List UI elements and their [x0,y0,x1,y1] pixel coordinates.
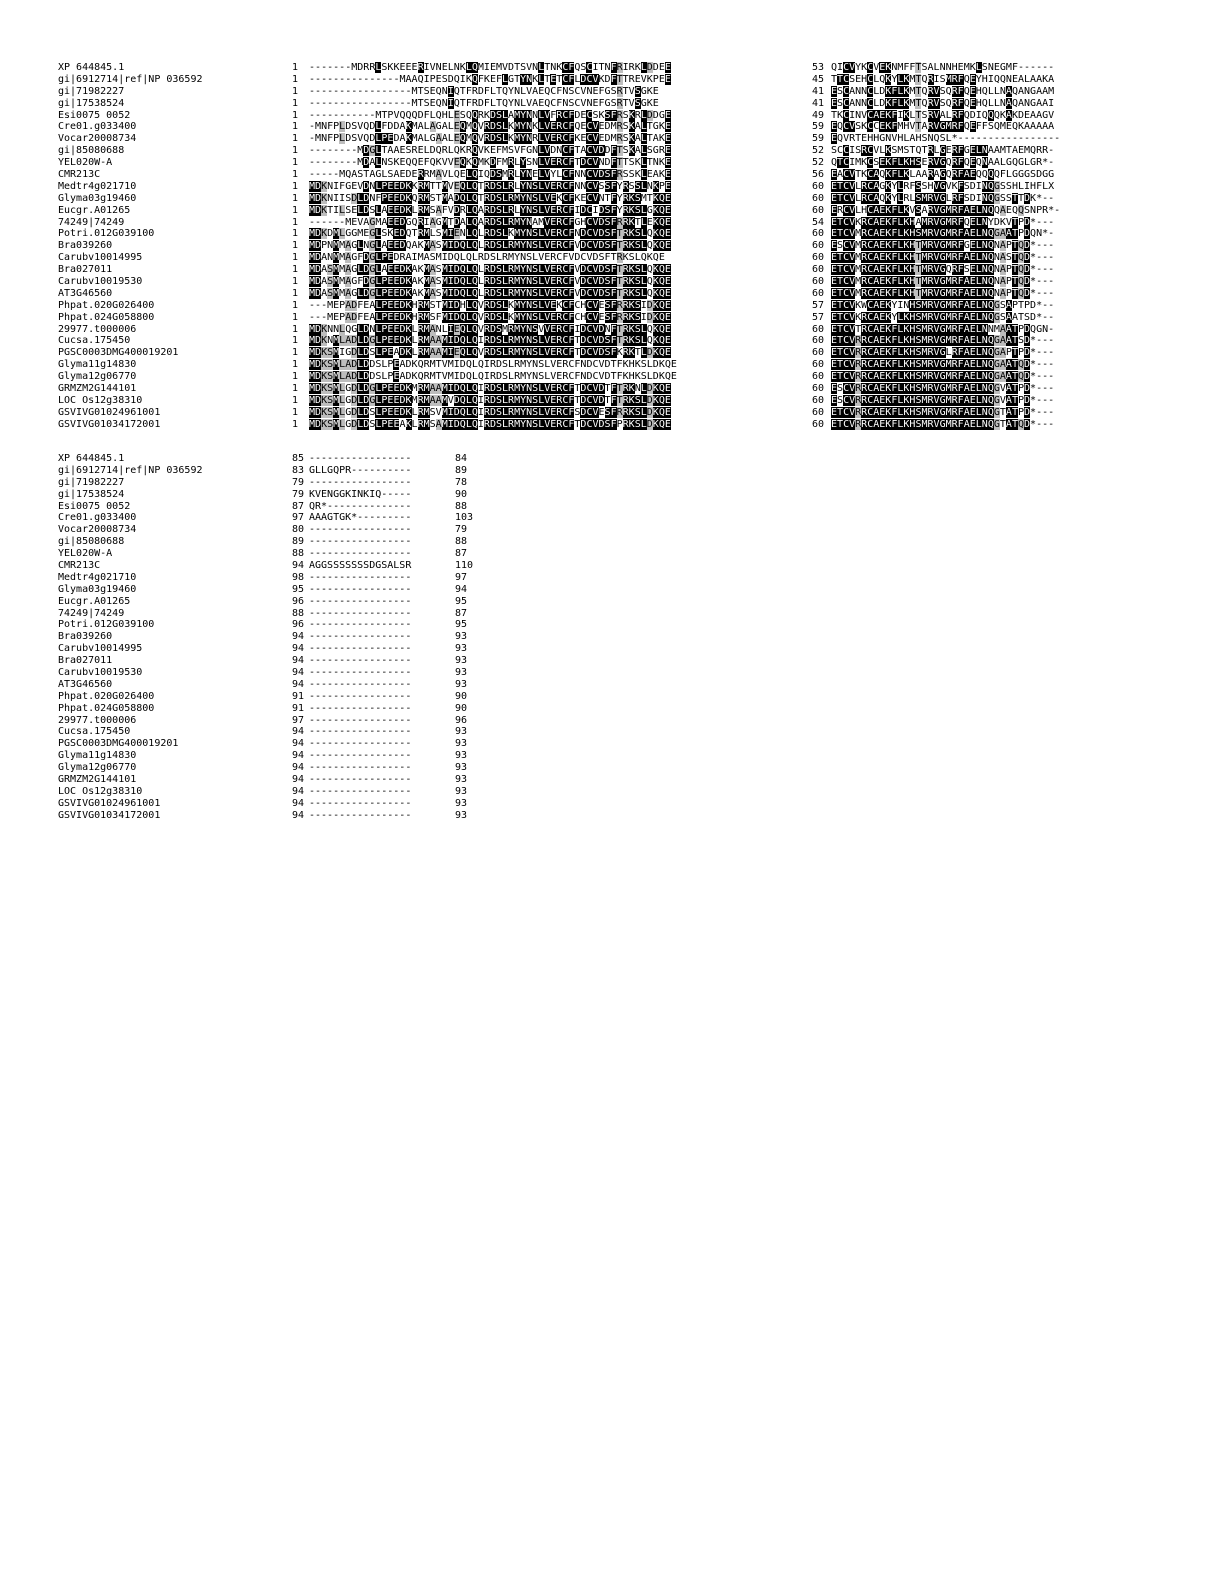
sequence-segment: ---MEPADFEALPEEDKHRMSTMIDHLQVRDSLKMYNSLVEKCFCHCVESFRRKSIDKQE [309,299,671,311]
sequence-name: Glyma03g19460 [58,583,137,595]
start-position: 59 [812,121,825,133]
sequence-name: Carubv10014995 [58,252,143,264]
start-position: 1 [292,73,299,85]
start-position: 89 [292,536,305,548]
sequence-name: GSVIVG01034172001 [58,418,161,430]
start-position: 1 [292,287,299,299]
sequence-segment: ETCVLRCAGKYLRFSSHVGVKFSDINQGSSHLIHFLX [831,180,1055,192]
sequence-name: Bra027011 [58,655,113,667]
sequence-name: LOC Os12g38310 [58,785,143,797]
sequence-segment: ETCVRRCAEKFLKHSMRVGMRFAELNQGAATQD*--- [831,359,1055,371]
start-position: 88 [292,548,305,560]
sequence-name: Phpat.020G026400 [58,299,155,311]
sequence-segment: EQVRTEHHGNVHLAHSNQSL*----------------- [831,133,1061,145]
sequence-name: gi|85080688 [58,145,125,157]
sequence-segment: ----------------- [309,774,412,786]
sequence-segment: QR*-------------- [309,500,412,512]
sequence-segment: ------MEVAGMAEEDGQRIAGMTDALQARDSLRMYNAMVERCFGHCVDSFRRKTLEKQE [309,216,671,228]
sequence-segment: ----------------- [309,667,412,679]
start-position: 94 [292,643,305,655]
sequence-name: Carubv10014995 [58,643,143,655]
start-position: 52 [812,145,825,157]
sequence-segment: MDANMMAGFDGLPEDRAIMASMIDQLQLRDSLRMYNSLVERCFVDCVDSFTRKSLQKQE [309,252,665,264]
end-position: 93 [455,762,468,774]
sequence-segment: TKCINVCAEKFIKLTSRVALRFQDIQQQKAKDEAAGV [831,109,1055,121]
sequence-segment: MDKSMLADLDDSLPEADKQRMTVMIDQLQIRDSLRMYNSLVERCFNDCVDTFKHKSLDKQE [309,371,677,383]
sequence-segment: ESCVRRCAEKFLKHSMRVGMRFAELNQGVATPD*--- [831,383,1055,395]
sequence-segment: KVENGGKINKIQ----- [309,488,412,500]
start-position: 94 [292,809,305,821]
start-position: 60 [812,394,825,406]
sequence-name: Cre01.g033400 [58,121,137,133]
sequence-segment: MDKSMLGDLDSLPEEAKLRMSAMIDQLQIRDSLRMYNSLVERCFTDCVDSFPRKSLDKQE [309,418,671,430]
start-position: 60 [812,359,825,371]
end-position: 90 [455,690,468,702]
sequence-segment: --------MDALNSKEQQEFQKVVEQKQMKDFMRLYSNLVERCFTDCVNDFTTSKLTNKE [309,157,671,169]
sequence-name: Glyma11g14830 [58,750,137,762]
sequence-name: Cucsa.175450 [58,335,131,347]
sequence-segment: MDKSMLADLDDSLPEADKQRMTVMIDQLQIRDSLRMYNSLVERCFNDCVDTFKHKSLDKQE [309,359,677,371]
start-position: 1 [292,240,299,252]
sequence-segment: ETCVKRCAEKFLKHAMRVGMRFQELNYDKVTPD*--- [831,216,1055,228]
sequence-name: gi|71982227 [58,85,125,97]
sequence-name: gi|71982227 [58,476,125,488]
end-position: 93 [455,774,468,786]
sequence-segment: ERCVLHCAEKFLKVSARVGMRFAELNQQAEQQSNPR*- [831,204,1061,216]
end-position: 88 [455,500,468,512]
sequence-segment: ----------------- [309,524,412,536]
end-position: 87 [455,607,468,619]
sequence-name: 74249|74249 [58,216,125,228]
sequence-segment: GLLGQPR---------- [309,464,412,476]
sequence-segment: ETCVMRCAEKFLKHSMRVGMRFAELNQGAATPDQN*- [831,228,1055,240]
sequence-name: gi|6912714|ref|NP 036592 [58,464,203,476]
sequence-name: Medtr4g021710 [58,571,137,583]
sequence-segment: ---MEPADFEALPEEDKHRMSFMIDQLQVRDSLKMYNSLVERCFCHCVESFRRKSIDKQE [309,311,671,323]
sequence-segment: ESCVRRCAEKFLKHSMRVGMRFAELNQGVATPD*--- [831,394,1055,406]
sequence-segment: ----------------- [309,607,412,619]
start-position: 95 [292,583,305,595]
sequence-segment: ----------------- [309,678,412,690]
end-position: 94 [455,583,468,595]
start-position: 57 [812,299,825,311]
sequence-segment: ----------------- [309,643,412,655]
start-position: 98 [292,571,305,583]
start-position: 83 [292,464,305,476]
start-position: 1 [292,406,299,418]
start-position: 79 [292,476,305,488]
sequence-name: 29977.t000006 [58,323,137,335]
end-position: 93 [455,797,468,809]
sequence-name: 74249|74249 [58,607,125,619]
sequence-name: Potri.012G039100 [58,228,155,240]
sequence-segment: ----------------- [309,536,412,548]
sequence-segment: ETCVKWCAEKYINHSMRVGMRFAELNQGSAPTPD*-- [831,299,1055,311]
start-position: 94 [292,774,305,786]
sequence-name: GSVIVG01024961001 [58,406,161,418]
sequence-segment: ETCVLRCAQKYLRLSMRVGLRFSDINQGSSTTDK*-- [831,192,1055,204]
sequence-segment: QICVYKCVEKNMFFTSALNNHEMKLSNEGMF------ [831,62,1055,73]
start-position: 1 [292,192,299,204]
sequence-name: Cucsa.175450 [58,726,131,738]
start-position: 1 [292,371,299,383]
start-position: 60 [812,264,825,276]
sequence-segment: ----------------- [309,809,412,821]
start-position: 1 [292,85,299,97]
start-position: 91 [292,702,305,714]
start-position: 1 [292,299,299,311]
start-position: 53 [812,62,825,73]
start-position: 60 [812,240,825,252]
sequence-name: PGSC0003DMG400019201 [58,347,179,359]
start-position: 80 [292,524,305,536]
sequence-segment: ETCVRRCAEKFLKHSMRVGMRFAELNQGAATSD*--- [831,335,1055,347]
start-position: 1 [292,109,299,121]
sequence-segment: ----------------- [309,738,412,750]
sequence-name: Glyma12g06770 [58,762,137,774]
sequence-name: Carubv10019530 [58,276,143,288]
sequence-name: gi|85080688 [58,536,125,548]
sequence-segment: ESCANNCLDKFLKMTQRVSQRFQEHQLLNAQANGAAM [831,85,1055,97]
sequence-name: Medtr4g021710 [58,180,137,192]
start-position: 60 [812,287,825,299]
start-position: 60 [812,371,825,383]
start-position: 60 [812,252,825,264]
sequence-segment: MDKTILSELDSLAEEDKLRMSAFVDRLQARDSLRLYNSLVERCFIDCIDSFYRKSLGKQE [309,204,671,216]
sequence-name: PGSC0003DMG400019201 [58,738,179,750]
start-position: 94 [292,678,305,690]
sequence-segment: ----------------- [309,690,412,702]
sequence-segment: ----------------- [309,453,412,464]
start-position: 1 [292,383,299,395]
sequence-segment: ----------------- [309,714,412,726]
sequence-segment: EQCVSKCCEKFMHVTARVGMRFQEFFSQMEQKAAAAA [831,121,1055,133]
sequence-segment: -------MDRRLSKKEEERIVNELNKLQMIEMVDTSVNLTNKCFQSCITNFRIRKLDDEE [309,62,671,73]
sequence-name: CMR213C [58,169,101,181]
start-position: 60 [812,204,825,216]
end-position: 93 [455,678,468,690]
sequence-segment: MDKNIISDLDNFPEEDKQRMSTMADQLQTRDSLRMYNSLVEKCFKECVNTFYRKSMTKQE [309,192,671,204]
sequence-segment: ----------------- [309,797,412,809]
end-position: 95 [455,595,468,607]
start-position: 94 [292,560,305,572]
sequence-segment: ETCVRRCAEKFLKHSMRVGMRFAELNQGTATQD*--- [831,418,1055,430]
sequence-segment: ETCVKRCAEKYLKHSMRVGMRFAELNQGSAATSD*-- [831,311,1055,323]
sequence-segment: ----------------- [309,631,412,643]
start-position: 94 [292,631,305,643]
sequence-segment: ----------------- [309,762,412,774]
sequence-segment: ETCVRRCAEKFLKHSMRVGLRFAELNQGAPTPD*--- [831,347,1055,359]
sequence-name: Potri.012G039100 [58,619,155,631]
sequence-name: Phpat.024G058800 [58,702,155,714]
sequence-segment: AGGSSSSSSSDGSALSR [309,560,412,572]
start-position: 1 [292,359,299,371]
sequence-segment: MDASMMAGFDGLPEEDKAKMASMIDQLQLRDSLRMYNSLVERCFVDCVDSFTRKSLQKQE [309,276,671,288]
start-position: 54 [812,216,825,228]
end-position: 87 [455,548,468,560]
end-position: 84 [455,453,468,464]
start-position: 60 [812,347,825,359]
sequence-name: GSVIVG01034172001 [58,809,161,821]
sequence-name: YEL020W-A [58,548,113,560]
sequence-segment: ----------------- [309,655,412,667]
sequence-segment: MDASMMAGLDGLAEEDKAKMASMIDQLQLRDSLRMYNSLVERCFVDCVDSFTRKSLQKQE [309,264,671,276]
start-position: 97 [292,714,305,726]
start-position: 1 [292,121,299,133]
start-position: 60 [812,418,825,430]
sequence-name: GRMZM2G144101 [58,774,137,786]
sequence-segment: ----------------- [309,583,412,595]
sequence-segment: ETCVMRCAEKFLKHTMRVGMRFAELNQNASTQD*--- [831,252,1055,264]
start-position: 60 [812,276,825,288]
sequence-segment: EACVTKCAQKFLKLAARAGQRFAEQQQQFLGGGSDGG [831,169,1055,181]
end-position: 90 [455,488,468,500]
start-position: 1 [292,228,299,240]
sequence-segment: ETCVMRCAEKFLKHTMRVGMRFAELNQNAPTQD*--- [831,276,1055,288]
sequence-name: Glyma03g19460 [58,192,137,204]
start-position: 1 [292,264,299,276]
sequence-segment: MDKNIFGEVDNLPEEDKKRMTTMVEQLQTRDSLRLYNSLVERCFNNCVSSFYRSSLNKPE [309,180,671,192]
sequence-name: Vocar20008734 [58,524,137,536]
sequence-name: Carubv10019530 [58,667,143,679]
sequence-segment: ----------------- [309,702,412,714]
sequence-name: GSVIVG01024961001 [58,797,161,809]
start-position: 60 [812,228,825,240]
sequence-segment: ----------------- [309,548,412,560]
start-position: 91 [292,690,305,702]
sequence-name: Vocar20008734 [58,133,137,145]
sequence-segment: ----------------- [309,476,412,488]
start-position: 94 [292,667,305,679]
sequence-segment: AAAGTGK*--------- [309,512,412,524]
sequence-segment: SCCISRCVLKSMSTQTRLGERFGELNAAMTAEMQRR- [831,145,1055,157]
sequence-name: 29977.t000006 [58,714,137,726]
sequence-name: Eucgr.A01265 [58,595,131,607]
sequence-name: XP 644845.1 [58,453,125,464]
start-position: 56 [812,169,825,181]
end-position: 93 [455,750,468,762]
start-position: 59 [812,133,825,145]
start-position: 1 [292,180,299,192]
start-position: 49 [812,109,825,121]
start-position: 1 [292,145,299,157]
start-position: 1 [292,204,299,216]
start-position: 45 [812,73,825,85]
start-position: 94 [292,762,305,774]
start-position: 94 [292,785,305,797]
sequence-name: CMR213C [58,560,101,572]
sequence-name: gi|6912714|ref|NP 036592 [58,73,203,85]
start-position: 1 [292,252,299,264]
start-position: 94 [292,797,305,809]
sequence-name: gi|17538524 [58,97,125,109]
sequence-segment: -----------------MTSEQNIQTFRDFLTQYNLVAEQCFNSCVNEFGSRTVSGKE [309,97,659,109]
sequence-name: AT3G46560 [58,287,113,299]
sequence-segment: MDKSMLGDLDGLPEEDKMRMAAMIDQLQIRDSLRMYNSLVERCFTDCVDTFTRKNLDKQE [309,383,671,395]
start-position: 85 [292,453,305,464]
sequence-segment: ----------------- [309,785,412,797]
sequence-segment: MDPNMMAGLNGLAEEDQAKMASMIDQLQLRDSLRMYNSLVERCFVDCVDSFTRKSLQKQE [309,240,671,252]
sequence-name: Glyma11g14830 [58,359,137,371]
end-position: 93 [455,667,468,679]
sequence-segment: ---------------MAAQIPESDQIKQFKEFLGTYNKLTETCFLDCVKDFTTREVKPEE [309,73,671,85]
sequence-name: Eucgr.A01265 [58,204,131,216]
start-position: 1 [292,133,299,145]
sequence-segment: MDKSMIGDLDSLPEADKLRMAAMIEQLQVRDSLRMYNSLVERCFTDCVDSFKRKTLDKQE [309,347,671,359]
sequence-segment: ----------------- [309,571,412,583]
sequence-segment: MDKDMLGGMEGLSKEDQTRMLSMIENLQLRDSLKMYNSLVERCFNDCVDSFTRKSLQKQE [309,228,671,240]
start-position: 96 [292,595,305,607]
end-position: 93 [455,643,468,655]
start-position: 60 [812,406,825,418]
end-position: 103 [455,512,474,524]
sequence-segment: ESCVMRCAEKFLKHTMRVGMRFGELNQNAPTQD*--- [831,240,1055,252]
sequence-segment: --------MDGLTAAESRELDQRLQKRQVKEFMSVFGNLVDNCFTACVDDFTSKALSGRE [309,145,671,157]
sequence-name: gi|17538524 [58,488,125,500]
sequence-name: XP 644845.1 [58,62,125,73]
start-position: 1 [292,169,299,181]
end-position: 93 [455,726,468,738]
start-position: 52 [812,157,825,169]
sequence-segment: MDKSMLGDLDGLPEEDKMRMAAMVDQLQIRDSLRMYNSLVERCFTDCVDTFTRKSLDKQE [309,394,671,406]
start-position: 60 [812,192,825,204]
end-position: 93 [455,785,468,797]
start-position: 1 [292,311,299,323]
end-position: 96 [455,714,468,726]
end-position: 90 [455,702,468,714]
start-position: 60 [812,180,825,192]
end-position: 93 [455,809,468,821]
start-position: 79 [292,488,305,500]
sequence-name: Phpat.020G026400 [58,690,155,702]
sequence-segment: ETCVRRCAEKFLKHSMRVGMRFAELNQGAATQD*--- [831,371,1055,383]
start-position: 1 [292,276,299,288]
sequence-name: Cre01.g033400 [58,512,137,524]
sequence-name: Bra027011 [58,264,113,276]
sequence-segment: -----------------MTSEQNIQTFRDFLTQYNLVAEQCFNSCVNEFGSRTVSGKE [309,85,659,97]
start-position: 41 [812,85,825,97]
sequence-name: Phpat.024G058800 [58,311,155,323]
start-position: 94 [292,750,305,762]
sequence-segment: MDKNNLQGLDNLPEEDKLRMANLIEQLQVRDSMRMYNSVVERCFIDCVDNFTRKSLQKQE [309,323,671,335]
start-position: 94 [292,726,305,738]
sequence-segment: MDASMMAGLDGLPEEDKAKMASMIDQLQLRDSLRMYNSLVERCFVDCVDSFTRKSLQKQE [309,287,671,299]
sequence-segment: -----------MTPVQQQDFLQHLESQQRKDSLAMYNNLVFRCFDECSKSFRSKRLDDGE [309,109,671,121]
sequence-segment: ----------------- [309,726,412,738]
sequence-segment: MDKSMLGDLDSLPEEDKLRMSVMIDQLQIRDSLRMYNSLVERCFSDCVESFRRKSLDKQE [309,406,671,418]
end-position: 93 [455,655,468,667]
sequence-name: Bra039260 [58,631,113,643]
sequence-name: YEL020W-A [58,157,113,169]
sequence-segment: -----MQASTAGLSAEDERRMAVLQELQIQDSMRLYNELVYLCFNNCVDSFRSSKLEAKE [309,169,671,181]
start-position: 41 [812,97,825,109]
sequence-segment: -MNFPLDSVQDLFDDAKMALAGALEQMQVRDSLKMYNKLVERCFQECVEDMRSKALTGKE [309,121,671,133]
start-position: 1 [292,97,299,109]
start-position: 87 [292,500,305,512]
sequence-segment: ----------------- [309,750,412,762]
start-position: 60 [812,383,825,395]
sequence-segment: -MNFPLDSVQDLPEDAKMALGAALEQMQVRDSLKMYNRLVERCFKECVEDMRSKALTAKE [309,133,671,145]
start-position: 88 [292,607,305,619]
sequence-segment: ESCANNCLDKFLKMTQRVSQRFQEHQLLNAQANGAAI [831,97,1055,109]
sequence-segment: ETCVMRCAEKFLKHTMRVGMRFAELNQNAPTQD*--- [831,287,1055,299]
start-position: 57 [812,311,825,323]
start-position: 1 [292,216,299,228]
end-position: 97 [455,571,468,583]
start-position: 1 [292,335,299,347]
end-position: 95 [455,619,468,631]
end-position: 78 [455,476,468,488]
sequence-segment: TTCSEHCLQKYLKMTQRISMRFQEYHIQQNEALAAKA [831,73,1055,85]
sequence-name: Bra039260 [58,240,113,252]
start-position: 94 [292,738,305,750]
sequence-name: Glyma12g06770 [58,371,137,383]
start-position: 1 [292,157,299,169]
sequence-name: Esi0075 0052 [58,109,131,121]
sequence-name: Esi0075 0052 [58,500,131,512]
sequence-name: LOC Os12g38310 [58,394,143,406]
end-position: 89 [455,464,468,476]
start-position: 94 [292,655,305,667]
sequence-segment: ETCVMRCAEKFLKHTMRVGQRFSELNQNAPTQD*--- [831,264,1055,276]
start-position: 96 [292,619,305,631]
sequence-segment: ----------------- [309,619,412,631]
sequence-name: GRMZM2G144101 [58,383,137,395]
end-position: 93 [455,738,468,750]
sequence-segment: QTCIMKCSEKFLKHSERVGQRFQEQNAALGQGLGR*- [831,157,1055,169]
sequence-segment: ETCVTRCAEKFLKHSMRVGMRFAELNNMAATPDQGN- [831,323,1055,335]
end-position: 79 [455,524,468,536]
sequence-segment: ----------------- [309,595,412,607]
start-position: 1 [292,323,299,335]
start-position: 1 [292,394,299,406]
start-position: 97 [292,512,305,524]
start-position: 60 [812,335,825,347]
sequence-segment: ETCVRRCAEKFLKHSMRVGMRFAELNQGTATPD*--- [831,406,1055,418]
sequence-name: AT3G46560 [58,678,113,690]
end-position: 93 [455,631,468,643]
start-position: 1 [292,347,299,359]
start-position: 1 [292,62,299,73]
sequence-segment: MDKNMLADLDGLPEEDKLRMAAMIDQLQIRDSLRMYNSLVERCFTDCVDSFTRKSLQKQE [309,335,671,347]
end-position: 110 [455,560,474,572]
start-position: 60 [812,323,825,335]
start-position: 1 [292,418,299,430]
end-position: 88 [455,536,468,548]
